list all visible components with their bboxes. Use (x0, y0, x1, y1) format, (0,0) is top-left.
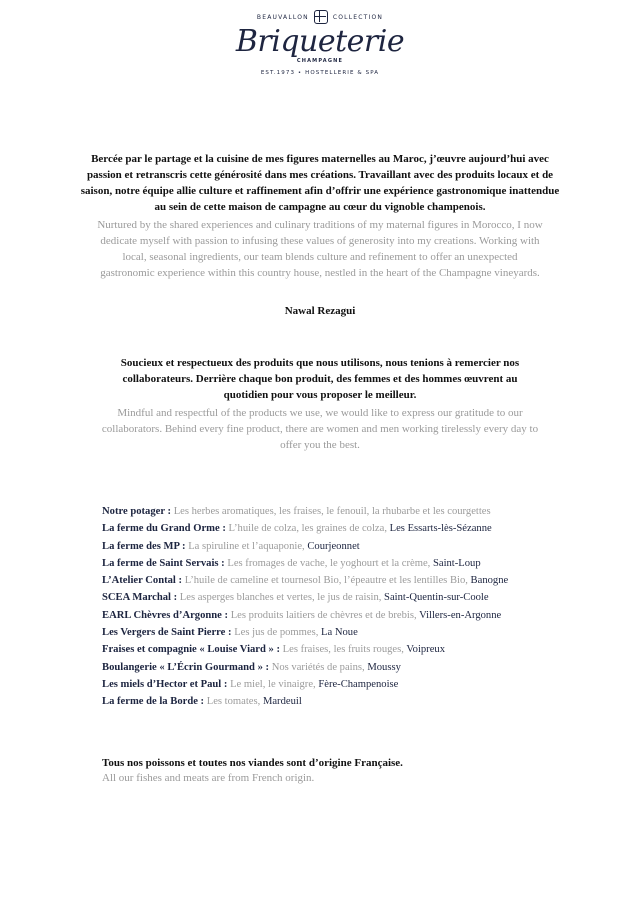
supplier-item (102, 538, 640, 555)
brand-logo (220, 10, 420, 76)
supplier-location: Moussy (367, 661, 401, 673)
origin-french: Tous nos poissons et toutes nos viandes sont d’origine Française. (102, 756, 403, 769)
signature: Nawal Rezagui (284, 305, 356, 317)
supplier-item (102, 555, 640, 572)
origin-english: All our fishes and meats are from French origin. (102, 771, 315, 784)
logo-name: Briqueterie (235, 24, 405, 59)
supplier-location: Les Essarts-lès-Sézanne (389, 523, 492, 535)
supplier-name: Les miels d’Hector et Paul : (102, 678, 228, 690)
supplier-name: Notre potager : (102, 506, 172, 517)
supplier-item (102, 641, 640, 658)
document-body (0, 151, 640, 786)
supplier-item (102, 589, 640, 606)
supplier-products: La spiruline et l’aquaponie, (185, 540, 308, 552)
supplier-location: Saint-Quentin-sur-Coole (384, 592, 489, 604)
supplier-item (102, 693, 640, 710)
logo-est: EST.1973 • HOSTELLERIE & SPA (260, 70, 380, 76)
supplier-name: SCEA Marchal : (102, 592, 178, 604)
supplier-location: Fère-Champenoise (318, 678, 399, 690)
supplier-item (102, 676, 640, 693)
intro-french: Bercée par le partage et la cuisine de mes figures maternelles au Maroc, j’œuvre aujourd’hui avec passion et retranscris cette générosité dans mes créations. Travaillant avec des produits locaux et de saison, notre équipe allie culture et raffinement afin d’offrir une expérience gastronomique inattendue au sein de cette maison de campagne au cœur du vignoble champenois. (80, 153, 560, 213)
supplier-name: La ferme du Grand Orme : (102, 523, 226, 535)
supplier-products: Les produits laitiers de chèvres et de brebis, (228, 609, 420, 621)
supplier-products: Les jus de pommes, (231, 627, 322, 639)
supplier-name: La ferme de la Borde : (102, 696, 205, 708)
supplier-products: Les asperges blanches et vertes, le jus de raisin, (177, 592, 385, 604)
origin-note (102, 756, 640, 786)
supplier-item (102, 624, 640, 641)
supplier-products: L’huile de cameline et tournesol Bio, l’épeautre et les lentilles Bio, (182, 575, 471, 587)
supplier-name: L’Atelier Contal : (102, 575, 183, 587)
crest-icon (314, 10, 328, 24)
logo-top-right: COLLECTION (332, 13, 384, 21)
supplier-item (102, 607, 640, 624)
gratitude-english: Mindful and respectful of the products we use, we would like to express our gratitude to our collaborators. Behind every fine product, there are women and men working tirelessly every day to offer you the best. (101, 407, 539, 451)
supplier-list (102, 503, 640, 711)
supplier-products: Le miel, le vinaigre, (227, 678, 319, 690)
supplier-location: Villers-en-Argonne (419, 609, 502, 621)
supplier-products: Les herbes aromatiques, les fraises, le fenouil, la rhubarbe et les courgettes (171, 506, 491, 517)
supplier-products: L’huile de colza, les graines de colza, (225, 523, 390, 535)
supplier-location: La Noue (321, 627, 358, 639)
supplier-products: Nos variétés de pains, (269, 661, 368, 673)
supplier-item (102, 503, 640, 520)
supplier-name: EARL Chèvres d’Argonne : (102, 609, 229, 621)
supplier-location: Saint-Loup (432, 557, 481, 569)
supplier-name: Les Vergers de Saint Pierre : (102, 627, 232, 639)
supplier-name: La ferme de Saint Servais : (102, 557, 225, 569)
intro-english: Nurtured by the shared experiences and culinary traditions of my maternal figures in Morocco, I now dedicate myself with passion to infusing these values of generosity into my creations. Working with local, seasonal ingredients, our team blends culture and refinement to offer an unexpected gastronomic experience within this country house, nestled in the heart of the Champagne vineyards. (97, 219, 543, 279)
logo-top-left: BEAUVALLON (256, 13, 309, 21)
supplier-item (102, 659, 640, 676)
supplier-products: Les tomates, (204, 696, 263, 708)
supplier-location: Mardeuil (262, 696, 302, 708)
supplier-location: Banogne (470, 575, 509, 587)
supplier-item (102, 520, 640, 537)
supplier-name: Boulangerie « L’Écrin Gourmand » : (102, 661, 270, 673)
supplier-products: Les fromages de vache, le yoghourt et la crème, (224, 557, 433, 569)
supplier-name: Fraises et compagnie « Louise Viard » : (102, 644, 281, 656)
supplier-name: La ferme des MP : (102, 540, 186, 552)
logo-sub: CHAMPAGNE (296, 58, 344, 64)
gratitude-french: Soucieux et respectueux des produits que nous utilisons, nous tenions à remercier nos collaborateurs. Derrière chaque bon produit, des femmes et des hommes œuvrent au quotidien pour vous proposer le meilleur. (120, 357, 520, 401)
supplier-location: Voipreux (406, 644, 446, 656)
supplier-products: Les fraises, les fruits rouges, (280, 644, 407, 656)
supplier-item (102, 572, 640, 589)
supplier-location: Courjeonnet (307, 540, 360, 552)
